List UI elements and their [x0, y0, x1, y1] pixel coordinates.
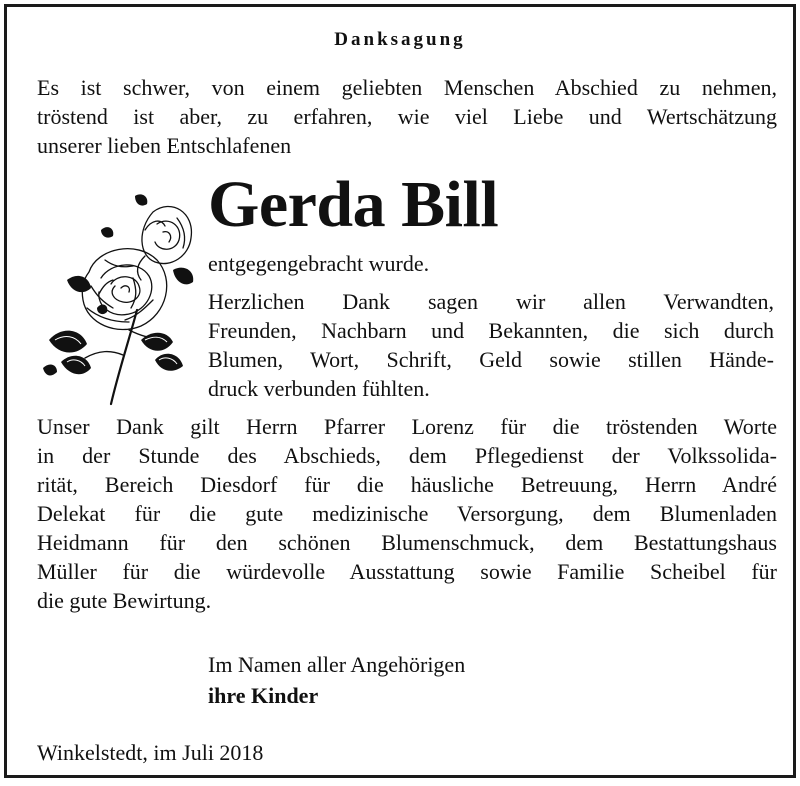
- deceased-name: Gerda Bill: [208, 168, 499, 241]
- rose-icon: [41, 190, 197, 406]
- intro-text: [37, 73, 777, 131]
- detail-line: die gute Bewirtung.: [37, 588, 212, 613]
- thanks-line: Herzlichen Dank sagen wir allen Verwandten,: [208, 289, 774, 314]
- intro-line: unserer lieben Entschlafenen: [37, 133, 292, 158]
- detail-line: Delekat für die gute medizinische Versorgung, dem Blumenladen: [37, 501, 777, 526]
- thanks-line: Freunden, Nachbarn und Bekannten, die sich durch: [208, 318, 774, 343]
- intro-line: Es ist schwer, von einem geliebten Menschen Abschied zu nehmen,: [37, 75, 777, 100]
- place-date: Winkelstedt, im Juli 2018: [37, 740, 264, 765]
- signature-line: Im Namen aller Angehörigen: [208, 652, 466, 677]
- thanks-text: [208, 287, 774, 374]
- detail-line: Heidmann für den schönen Blumenschmuck, dem Bestattungshaus: [37, 530, 777, 555]
- obituary-notice: [4, 4, 796, 778]
- detail-line: Unser Dank gilt Herrn Pfarrer Lorenz für die tröstenden Worte: [37, 414, 777, 439]
- heading: Danksagung: [334, 29, 466, 50]
- thanks-line: Blumen, Wort, Schrift, Geld sowie stillen Hände-: [208, 347, 774, 372]
- after-name-text: entgegengebracht wurde.: [208, 251, 430, 276]
- detail-text: [37, 412, 777, 586]
- detail-line: in der Stunde des Abschieds, dem Pflegedienst der Volkssolida-: [37, 443, 777, 468]
- detail-line: rität, Bereich Diesdorf für die häusliche Betreuung, Herrn André: [37, 472, 777, 497]
- signature-name: ihre Kinder: [208, 683, 319, 708]
- intro-line: tröstend ist aber, zu erfahren, wie viel Liebe und Wertschätzung: [37, 104, 777, 129]
- detail-line: Müller für die würdevolle Ausstattung sowie Familie Scheibel für: [37, 559, 777, 584]
- thanks-line: druck verbunden fühlten.: [208, 376, 430, 401]
